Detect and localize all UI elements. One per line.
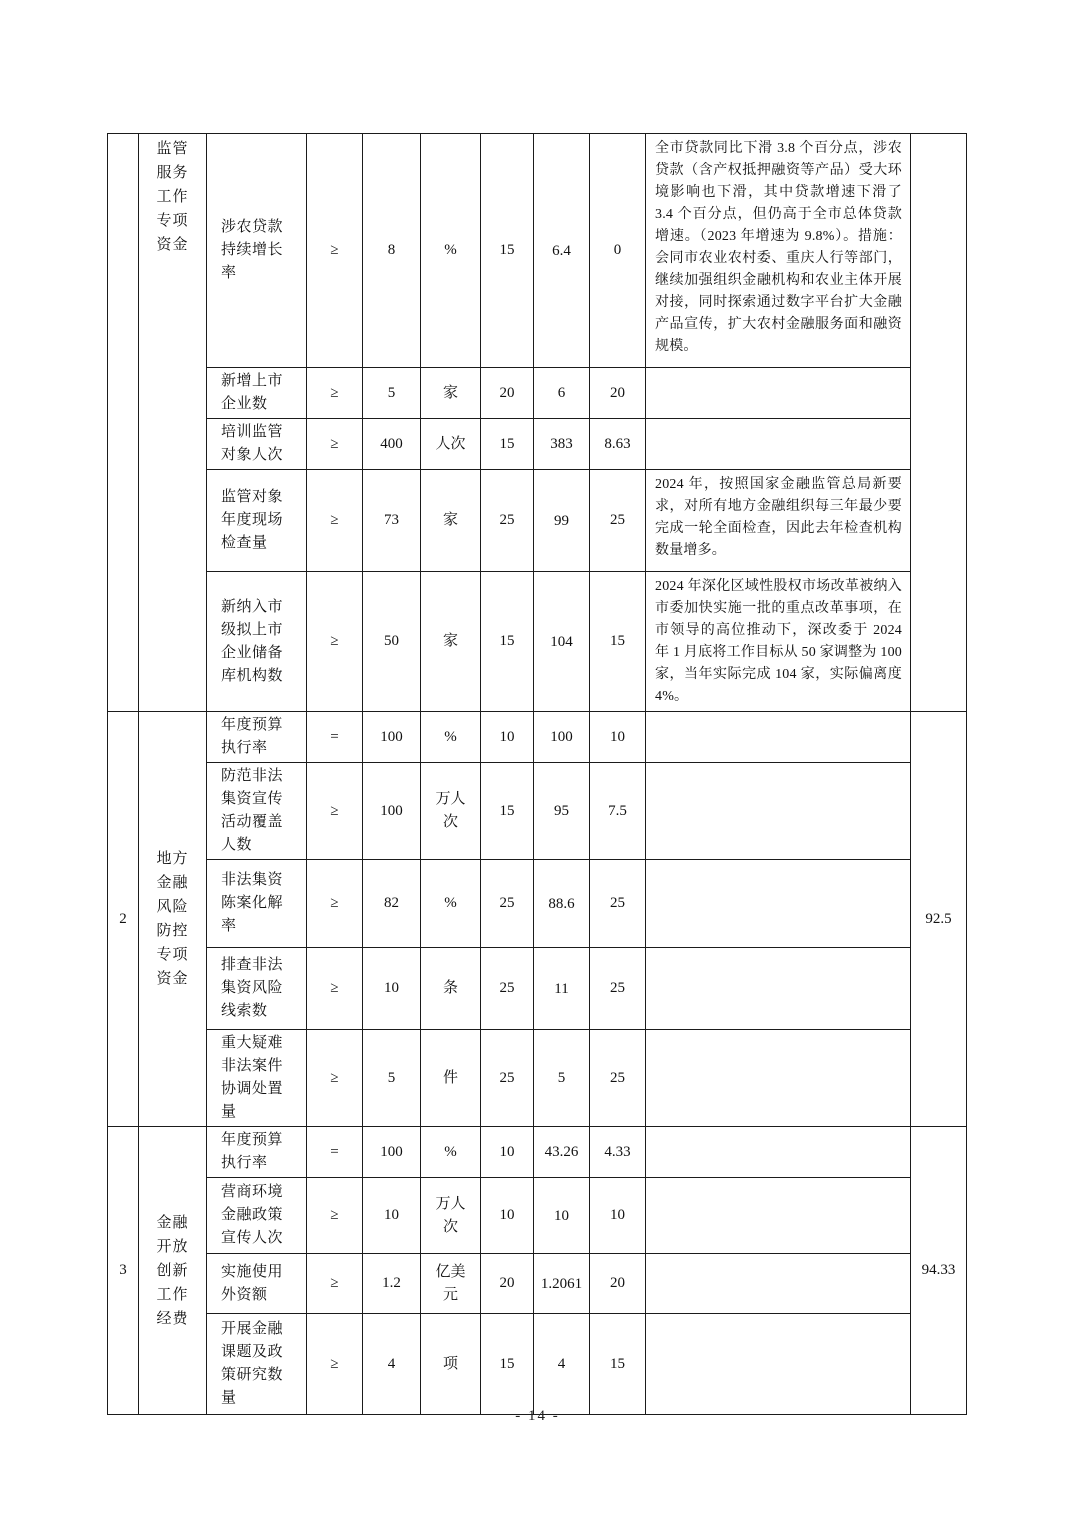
target-cell: 10 [363, 1178, 421, 1254]
actual-cell: 11 [534, 948, 590, 1030]
target-cell: 100 [363, 1127, 421, 1178]
indicator-cell: 排查非法集资风险线索数 [207, 948, 307, 1030]
target-cell: 1.2 [363, 1254, 421, 1314]
operator-cell: ≥ [307, 860, 363, 948]
operator-cell: ≥ [307, 368, 363, 419]
table-row [108, 368, 967, 419]
weight-cell: 20 [481, 368, 534, 419]
score-cell: 25 [590, 1030, 646, 1127]
fund-name-cell: 金融开放创新工作经费 [139, 1127, 207, 1415]
operator-cell: ≥ [307, 1178, 363, 1254]
target-cell: 73 [363, 470, 421, 572]
remark-cell [646, 419, 911, 470]
target-cell: 5 [363, 368, 421, 419]
operator-cell: ≥ [307, 572, 363, 712]
section-index-cell: 2 [108, 712, 139, 1127]
weight-cell: 15 [481, 763, 534, 860]
actual-cell: 6.4 [534, 134, 590, 368]
unit-cell: 人次 [421, 419, 481, 470]
operator-cell: ≥ [307, 1254, 363, 1314]
table-row [108, 712, 967, 763]
indicator-cell: 涉农贷款持续增长率 [207, 134, 307, 368]
total-score-cell: 94.33 [911, 1127, 967, 1415]
target-cell: 8 [363, 134, 421, 368]
operator-cell: = [307, 712, 363, 763]
target-cell: 4 [363, 1314, 421, 1415]
remark-cell [646, 1178, 911, 1254]
total-score-cell: 92.5 [911, 712, 967, 1127]
indicator-cell: 年度预算执行率 [207, 712, 307, 763]
score-cell: 25 [590, 948, 646, 1030]
score-cell: 10 [590, 712, 646, 763]
fund-name-cell: 监管服务工作专项资金 [139, 134, 207, 712]
operator-cell: ≥ [307, 1314, 363, 1415]
remark-cell [646, 712, 911, 763]
target-cell: 10 [363, 948, 421, 1030]
actual-cell: 4 [534, 1314, 590, 1415]
actual-cell: 95 [534, 763, 590, 860]
remark-cell [646, 1254, 911, 1314]
unit-cell: 条 [421, 948, 481, 1030]
score-cell: 0 [590, 134, 646, 368]
score-cell: 25 [590, 470, 646, 572]
unit-cell: 万人次 [421, 1178, 481, 1254]
score-cell: 10 [590, 1178, 646, 1254]
unit-cell: 家 [421, 572, 481, 712]
indicator-cell: 重大疑难非法案件协调处置量 [207, 1030, 307, 1127]
table-row [108, 1127, 967, 1178]
actual-cell: 43.26 [534, 1127, 590, 1178]
score-cell: 15 [590, 572, 646, 712]
indicator-cell: 培训监管对象人次 [207, 419, 307, 470]
indicator-cell: 开展金融课题及政策研究数量 [207, 1314, 307, 1415]
unit-cell: 家 [421, 368, 481, 419]
weight-cell: 25 [481, 470, 534, 572]
unit-cell: % [421, 134, 481, 368]
score-cell: 4.33 [590, 1127, 646, 1178]
target-cell: 5 [363, 1030, 421, 1127]
actual-cell: 383 [534, 419, 590, 470]
remark-cell: 2024 年深化区域性股权市场改革被纳入市委加快实施一批的重点改革事项，在市领导的高位推动下，深改委于 2024 年 1 月底将工作目标从 50 家调整为 100 家，当年实际完成 104 家，实际偏离度 4%。 [646, 572, 911, 712]
operator-cell: = [307, 1127, 363, 1178]
table-row [108, 860, 967, 948]
weight-cell: 10 [481, 1127, 534, 1178]
table-row [108, 948, 967, 1030]
operator-cell: ≥ [307, 948, 363, 1030]
total-score-cell [911, 134, 967, 712]
table-row [108, 419, 967, 470]
target-cell: 100 [363, 763, 421, 860]
remark-cell: 全市贷款同比下滑 3.8 个百分点，涉农贷款（含产权抵押融资等产品）受大环境影响也下滑，其中贷款增速下滑了 3.4 个百分点，但仍高于全市总体贷款增速。（2023 年增速为 9.8%）。措施：会同市农业农村委、重庆人行等部门，继续加强组织金融机构和农业主体开展对接，同时探索通过数字平台扩大金融产品宣传，扩大农村金融服务面和融资规模。 [646, 134, 911, 368]
weight-cell: 20 [481, 1254, 534, 1314]
unit-cell: 项 [421, 1314, 481, 1415]
unit-cell: % [421, 1127, 481, 1178]
unit-cell: 万人次 [421, 763, 481, 860]
indicator-cell: 年度预算执行率 [207, 1127, 307, 1178]
target-cell: 400 [363, 419, 421, 470]
unit-cell: % [421, 712, 481, 763]
actual-cell: 10 [534, 1178, 590, 1254]
unit-cell: 件 [421, 1030, 481, 1127]
table-row [108, 1254, 967, 1314]
unit-cell: 家 [421, 470, 481, 572]
unit-cell: % [421, 860, 481, 948]
target-cell: 50 [363, 572, 421, 712]
weight-cell: 25 [481, 948, 534, 1030]
weight-cell: 15 [481, 419, 534, 470]
weight-cell: 25 [481, 1030, 534, 1127]
indicator-cell: 监管对象年度现场检查量 [207, 470, 307, 572]
fund-name-cell: 地方金融风险防控专项资金 [139, 712, 207, 1127]
section-index-cell [108, 134, 139, 712]
target-cell: 82 [363, 860, 421, 948]
page-number: - 14 - [515, 1408, 560, 1424]
actual-cell: 1.2061 [534, 1254, 590, 1314]
score-cell: 7.5 [590, 763, 646, 860]
indicator-cell: 防范非法集资宣传活动覆盖人数 [207, 763, 307, 860]
indicator-cell: 非法集资陈案化解率 [207, 860, 307, 948]
actual-cell: 5 [534, 1030, 590, 1127]
table-row [108, 134, 967, 368]
table-row [108, 1314, 967, 1415]
indicator-table [107, 133, 967, 1415]
indicator-cell: 新纳入市级拟上市企业储备库机构数 [207, 572, 307, 712]
operator-cell: ≥ [307, 470, 363, 572]
operator-cell: ≥ [307, 763, 363, 860]
target-cell: 100 [363, 712, 421, 763]
remark-cell [646, 1127, 911, 1178]
table-row [108, 763, 967, 860]
weight-cell: 15 [481, 134, 534, 368]
table-row [108, 572, 967, 712]
remark-cell [646, 948, 911, 1030]
score-cell: 25 [590, 860, 646, 948]
remark-cell [646, 1030, 911, 1127]
weight-cell: 15 [481, 572, 534, 712]
weight-cell: 25 [481, 860, 534, 948]
indicator-cell: 新增上市企业数 [207, 368, 307, 419]
table-row [108, 1030, 967, 1127]
unit-cell: 亿美元 [421, 1254, 481, 1314]
performance-indicator-table [107, 133, 967, 1415]
score-cell: 20 [590, 368, 646, 419]
indicator-cell: 实施使用外资额 [207, 1254, 307, 1314]
weight-cell: 15 [481, 1314, 534, 1415]
weight-cell: 10 [481, 712, 534, 763]
actual-cell: 6 [534, 368, 590, 419]
weight-cell: 10 [481, 1178, 534, 1254]
score-cell: 20 [590, 1254, 646, 1314]
remark-cell [646, 860, 911, 948]
remark-cell: 2024 年，按照国家金融监管总局新要求，对所有地方金融组织每三年最少要完成一轮全面检查，因此去年检查机构数量增多。 [646, 470, 911, 572]
remark-cell [646, 1314, 911, 1415]
actual-cell: 104 [534, 572, 590, 712]
operator-cell: ≥ [307, 134, 363, 368]
score-cell: 8.63 [590, 419, 646, 470]
indicator-cell: 营商环境金融政策宣传人次 [207, 1178, 307, 1254]
table-row [108, 1178, 967, 1254]
table-row [108, 470, 967, 572]
actual-cell: 100 [534, 712, 590, 763]
remark-cell [646, 368, 911, 419]
section-index-cell: 3 [108, 1127, 139, 1415]
actual-cell: 88.6 [534, 860, 590, 948]
remark-cell [646, 763, 911, 860]
operator-cell: ≥ [307, 419, 363, 470]
actual-cell: 99 [534, 470, 590, 572]
operator-cell: ≥ [307, 1030, 363, 1127]
score-cell: 15 [590, 1314, 646, 1415]
